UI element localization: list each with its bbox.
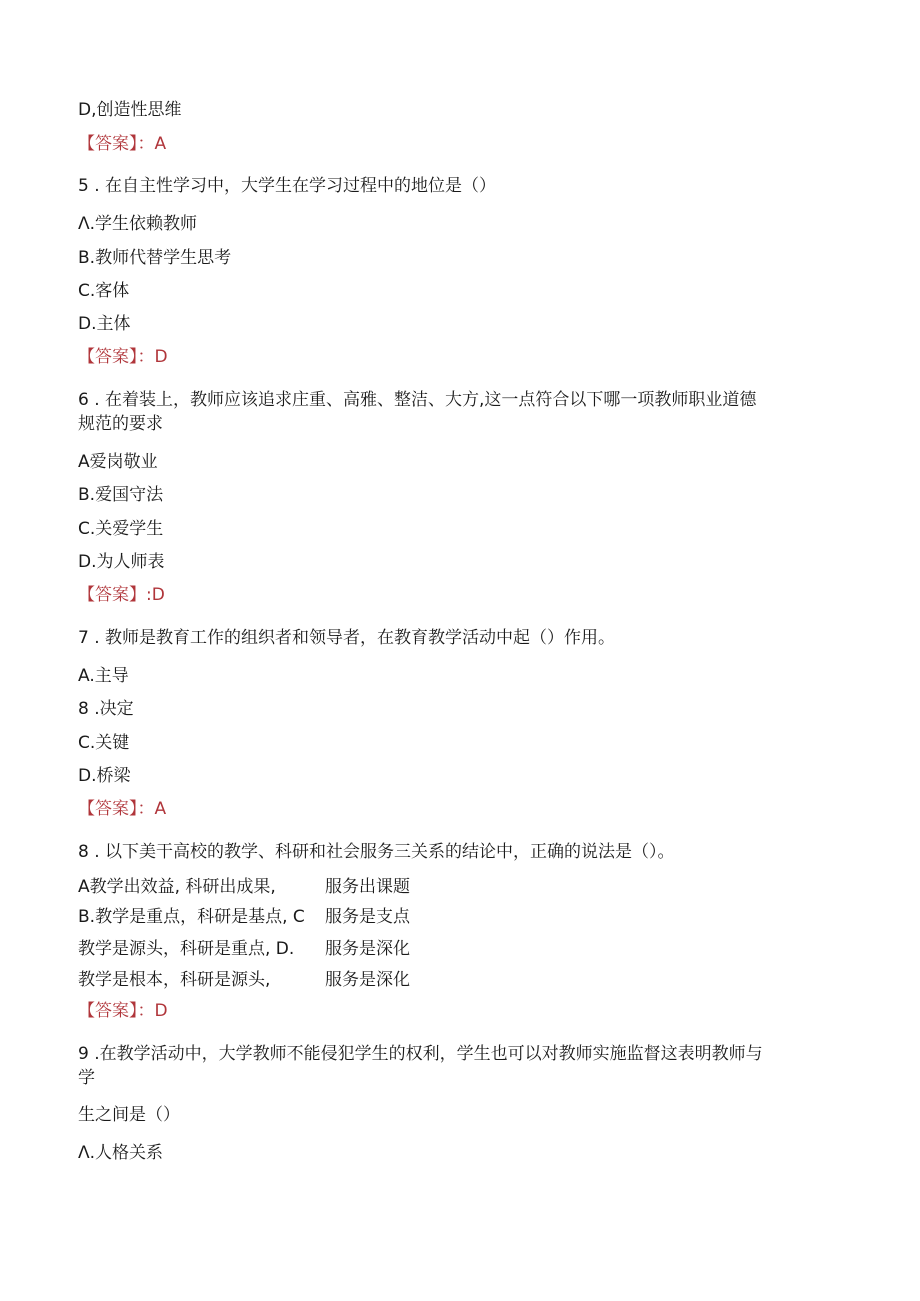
q5-option-a: Λ.学生依赖教师 <box>78 214 198 234</box>
q5-option-b: B.教师代替学生思考 <box>78 248 232 268</box>
q7-option-a: A.主导 <box>78 666 129 686</box>
answer-label: 【答案】 <box>78 134 138 154</box>
q5-answer <box>78 346 168 368</box>
answer-value: :D <box>146 585 165 605</box>
q7-stem: 7 . 教师是教育工作的组织者和领导者，在教育教学活动中起（）作用。 <box>78 628 616 648</box>
answer-label: 【答案】 <box>78 585 146 605</box>
answer-value: ：A <box>137 134 167 154</box>
q6-option-b: B.爱国守法 <box>78 485 164 505</box>
q9-option-a: Λ.人格关系 <box>78 1143 164 1163</box>
answer-value: ：D <box>137 1001 168 1021</box>
q6-stem-line1: 6 . 在着装上，教师应该追求庄重、高雅、整洁、大方,这一点符合以下哪一项教师职业道德 <box>78 390 757 410</box>
answer-value: ：A <box>137 799 167 819</box>
q5-option-d: D.主体 <box>78 314 131 334</box>
q7-option-c: C.关键 <box>78 733 130 753</box>
q8-answer <box>78 1000 168 1022</box>
q6-stem-line2: 规范的要求 <box>78 414 163 434</box>
q5-option-c: C.客体 <box>78 281 130 301</box>
q6-answer <box>78 584 165 606</box>
q6-option-d: D.为人师表 <box>78 552 165 572</box>
answer-label: 【答案】 <box>78 1001 138 1021</box>
q4-option-d: D,创造性思维 <box>78 100 182 120</box>
q8-row4-right: 服务是深化 <box>325 970 410 990</box>
q8-row2-right: 服务是支点 <box>325 907 410 927</box>
q7-option-b: 8 .决定 <box>78 699 134 719</box>
answer-value: ：D <box>137 347 168 367</box>
q8-row3-right: 服务是深化 <box>325 939 410 959</box>
q8-stem: 8 . 以下美干高校的教学、科研和社会服务三关系的结论中，正确的说法是（）。 <box>78 842 675 862</box>
q6-option-c: C.关爱学生 <box>78 519 164 539</box>
q8-row1-left: A教学出效益, 科研出成果, <box>78 877 276 897</box>
q8-row1-right: 服务出课题 <box>325 877 410 897</box>
q8-row4-left: 教学是根本，科研是源头, <box>78 970 271 990</box>
q9-stem-line2: 学 <box>78 1068 95 1088</box>
q7-option-d: D.桥梁 <box>78 766 131 786</box>
q9-stem-line3: 生之间是（） <box>78 1105 180 1125</box>
q4-answer <box>78 133 166 155</box>
answer-label: 【答案】 <box>78 347 138 367</box>
q5-stem: 5 . 在自主性学习中，大学生在学习过程中的地位是（） <box>78 176 497 196</box>
q9-stem-line1: 9 .在教学活动中，大学教师不能侵犯学生的权利，学生也可以对教师实施监督这表明教师与 <box>78 1044 763 1064</box>
q8-row3-left: 教学是源头，科研是重点, D. <box>78 939 295 959</box>
q6-option-a: A爱岗敬业 <box>78 452 158 472</box>
answer-label: 【答案】 <box>78 799 138 819</box>
q8-row2-left: B.教学是重点，科研是基点, C <box>78 907 305 927</box>
q7-answer <box>78 798 166 820</box>
